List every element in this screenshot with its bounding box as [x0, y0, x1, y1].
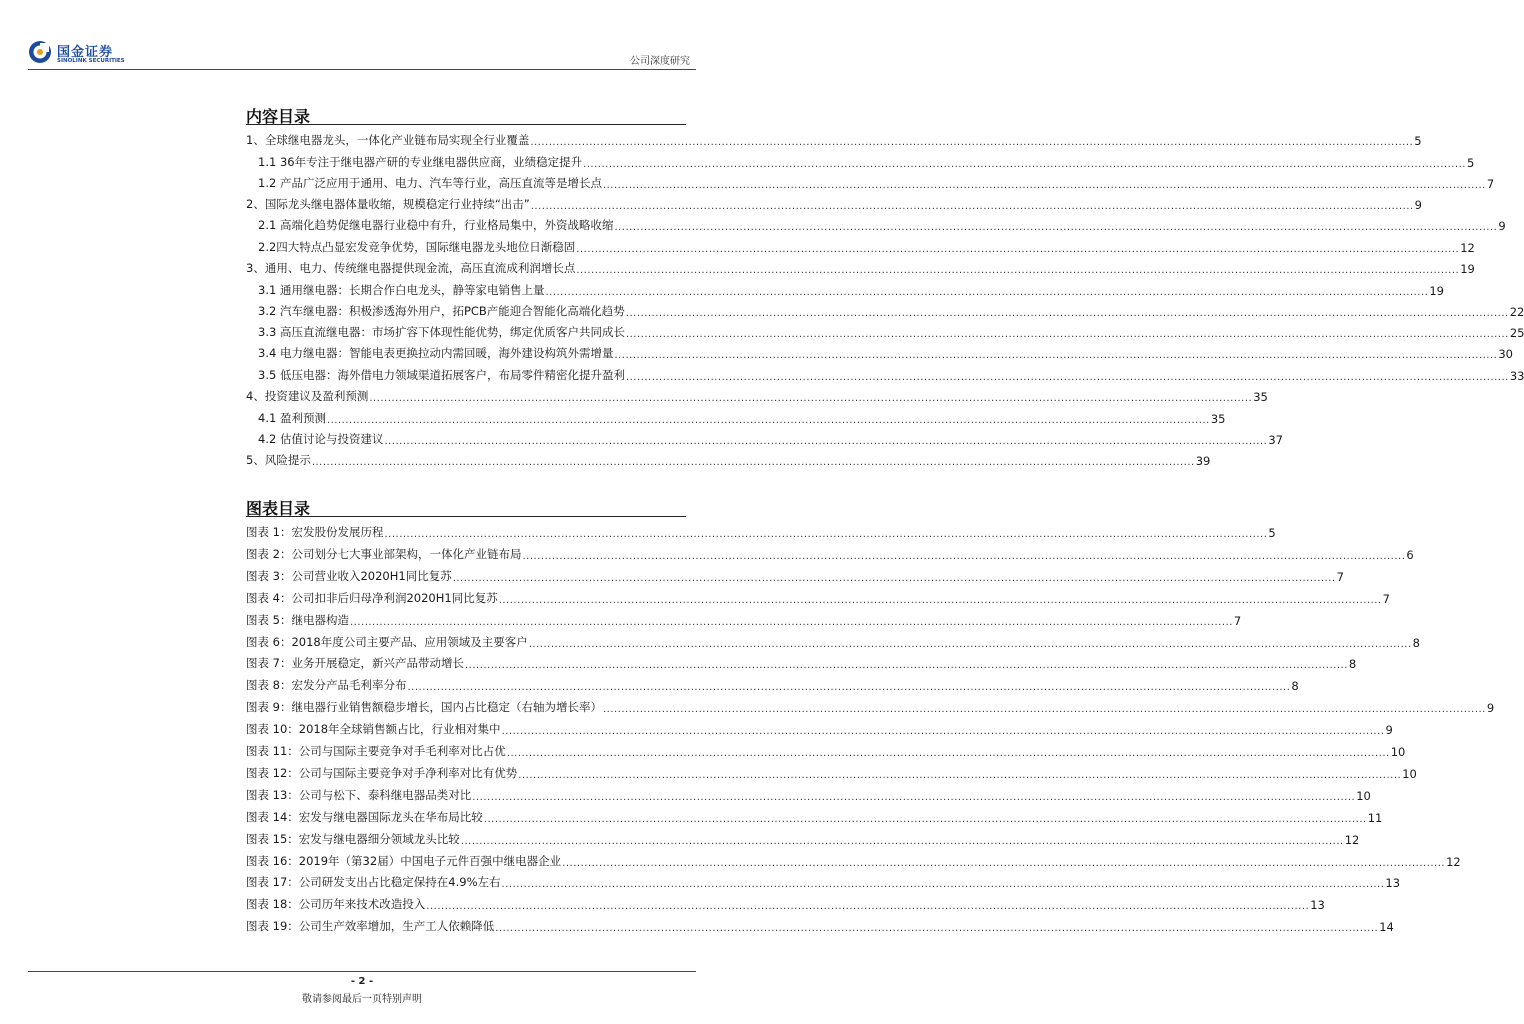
figure-list-item[interactable]	[246, 763, 1417, 781]
figure-item-page: 8	[1291, 679, 1299, 694]
figure-list-item[interactable]	[246, 588, 1390, 606]
dot-leader	[518, 767, 1401, 781]
toc-item[interactable]	[258, 237, 1475, 255]
figure-item-text: 图表 15：宏发与继电器细分领域龙头比较	[246, 831, 460, 846]
toc-item[interactable]	[258, 429, 1283, 447]
figure-list-item[interactable]	[246, 851, 1461, 869]
dot-leader	[495, 920, 1378, 934]
toc-item[interactable]	[246, 450, 1211, 468]
figure-item-page: 11	[1367, 810, 1383, 825]
dot-leader	[502, 876, 1385, 890]
figure-list-item[interactable]	[246, 829, 1360, 847]
toc-item-text: 1、全球继电器龙头，一体化产业链布局实现全行业覆盖	[246, 133, 530, 147]
figure-item-page: 12	[1344, 832, 1360, 847]
figure-list-item[interactable]	[246, 544, 1414, 562]
toc-item-page: 19	[1429, 284, 1444, 298]
dot-leader	[603, 177, 1486, 191]
figure-item-page: 8	[1348, 657, 1357, 672]
page-header	[0, 0, 724, 80]
figure-item-text: 图表 5：继电器构造	[246, 612, 349, 627]
toc-item-text: 1.2 产品广泛应用于通用、电力、汽车等行业，高压直流等是增长点	[258, 176, 602, 190]
dot-leader	[502, 723, 1385, 737]
dot-leader	[407, 679, 1290, 693]
dot-leader	[614, 219, 1497, 233]
figure-item-page: 13	[1310, 898, 1325, 913]
toc-item-text: 2.1 高端化趋势促继电器行业稳中有升，行业格局集中，外资战略收缩	[258, 218, 614, 232]
figure-item-page: 6	[1406, 547, 1414, 562]
figure-item-text: 图表 12：公司与国际主要竞争对手净利率对比有优势	[246, 765, 518, 780]
figure-item-text: 图表 10：2018年全球销售额占比，行业相对集中	[246, 722, 501, 737]
dot-leader	[626, 326, 1509, 340]
dot-leader	[312, 454, 1195, 468]
toc-item-text: 3.5 低压电器：海外借电力领域渠道拓展客户，布局零件精密化提升盈利	[258, 368, 625, 382]
toc-item[interactable]	[258, 365, 1524, 383]
dot-leader	[461, 833, 1344, 847]
figure-item-page: 10	[1402, 766, 1417, 781]
figure-item-page: 13	[1385, 876, 1401, 891]
dot-leader	[614, 347, 1497, 361]
dot-leader	[384, 433, 1267, 447]
figure-item-page: 14	[1379, 920, 1394, 935]
dot-leader	[530, 134, 1413, 148]
toc-item-page: 37	[1268, 433, 1283, 447]
toc-item-text: 3、通用、电力、传统继电器提供现金流，高压直流成利润增长点	[246, 261, 576, 275]
toc-item-text: 4.2 估值讨论与投资建议	[258, 432, 384, 446]
figure-list-item[interactable]	[246, 894, 1325, 913]
toc-item-text: 5、风险提示	[246, 453, 311, 467]
figure-list-item[interactable]	[246, 632, 1420, 650]
dot-leader	[384, 526, 1267, 540]
toc-item[interactable]	[258, 280, 1444, 298]
toc-item[interactable]	[258, 301, 1524, 319]
dot-leader	[545, 284, 1428, 298]
toc-item-page: 33	[1509, 369, 1524, 383]
toc-item-text: 3.2 汽车继电器：积极渗透海外用户，拓PCB产能迎合智能化高端化趋势	[258, 304, 625, 318]
figures-title-divider	[246, 516, 686, 517]
toc-item-page: 9	[1414, 198, 1422, 212]
sinolink-logo-icon	[28, 40, 52, 64]
dot-leader	[626, 369, 1509, 383]
toc-item[interactable]	[246, 258, 1475, 276]
dot-leader	[472, 789, 1355, 803]
figure-item-text: 图表 14：宏发与继电器国际龙头在华布局比较	[246, 809, 483, 824]
toc-item-page: 5	[1466, 156, 1475, 170]
dot-leader	[576, 241, 1459, 255]
toc-item[interactable]	[258, 173, 1495, 191]
dot-leader	[465, 657, 1348, 671]
figure-item-page: 7	[1233, 613, 1242, 628]
figure-item-text: 图表 3：公司营业收入2020H1同比复苏	[246, 568, 452, 583]
figure-list-item[interactable]	[246, 916, 1394, 935]
dot-leader	[583, 156, 1466, 170]
toc-item-text: 1.1 36年专注于继电器产研的专业继电器供应商，业绩稳定提升	[258, 155, 583, 169]
toc-item-text: 4、投资建议及盈利预测	[246, 389, 369, 403]
figure-item-text: 图表 18：公司历年来技术改造投入	[246, 897, 426, 912]
toc-item[interactable]	[258, 408, 1226, 426]
toc-item-page: 9	[1498, 219, 1506, 233]
page-number: - 2 -	[350, 976, 374, 987]
toc-item-page: 30	[1498, 347, 1513, 361]
figure-list-item[interactable]	[246, 697, 1495, 716]
figure-item-text: 图表 11：公司与国际主要竞争对手毛利率对比占优	[246, 744, 506, 758]
toc-item-text: 2.2四大特点凸显宏发竞争优势，国际继电器龙头地位日渐稳固	[258, 240, 576, 254]
dot-leader	[426, 898, 1309, 912]
dot-leader	[350, 614, 1233, 628]
brand-name-en: SINOLINK SECURITIES	[57, 58, 125, 64]
dot-leader	[529, 636, 1412, 650]
figure-item-page: 7	[1382, 591, 1390, 606]
figure-item-page: 8	[1412, 635, 1420, 650]
figure-item-text: 图表 13：公司与松下、泰科继电器品类对比	[246, 787, 472, 802]
figure-list-item[interactable]	[246, 522, 1276, 540]
figure-list-item[interactable]	[246, 785, 1371, 803]
toc-item[interactable]	[258, 215, 1506, 233]
toc-item-text: 3.1 通用继电器：长期合作白电龙头，静等家电销售上量	[258, 283, 545, 297]
figure-item-page: 10	[1356, 788, 1371, 803]
dot-leader	[507, 745, 1390, 759]
dot-leader	[453, 570, 1336, 584]
toc-item[interactable]	[258, 343, 1513, 361]
toc-item-page: 12	[1460, 241, 1475, 255]
dot-leader	[522, 548, 1405, 562]
figure-item-text: 图表 9：继电器行业销售额稳步增长，国内占比稳定（右轴为增长率）	[246, 700, 602, 715]
toc-item[interactable]	[246, 130, 1422, 148]
toc-item-text: 4.1 盈利预测	[258, 411, 326, 425]
figure-list-item[interactable]	[246, 566, 1344, 584]
figure-item-text: 图表 8：宏发分产品毛利率分布	[246, 678, 407, 693]
figure-item-page: 7	[1336, 569, 1344, 584]
figure-list-item[interactable]	[246, 872, 1401, 891]
toc-item-text: 2、国际龙头继电器体量收缩，规模稳定行业持续“出击”	[246, 197, 530, 211]
toc-item-text: 3.3 高压直流继电器：市场扩容下体现性能优势，绑定优质客户共同成长	[258, 325, 625, 339]
toc-item[interactable]	[258, 322, 1524, 340]
dot-leader	[327, 412, 1210, 426]
dot-leader	[369, 390, 1252, 404]
figure-item-page: 5	[1268, 526, 1276, 540]
toc-title-divider	[246, 124, 686, 125]
header-divider	[28, 69, 696, 70]
toc-item-page: 35	[1253, 390, 1268, 404]
toc-item[interactable]	[258, 152, 1475, 170]
figure-list-item[interactable]	[246, 610, 1242, 628]
dot-leader	[484, 811, 1367, 825]
dot-leader	[603, 701, 1486, 715]
dot-leader	[626, 305, 1509, 319]
figure-item-text: 图表 2：公司划分七大事业部架构，一体化产业链布局	[246, 546, 522, 561]
toc-item-page: 7	[1486, 177, 1495, 191]
figures-title: 图表目录	[246, 499, 311, 518]
figure-item-text: 图表 4：公司扣非后归母净利润2020H1同比复苏	[246, 590, 498, 605]
toc-item-text: 3.4 电力继电器：智能电表更换拉动内需回暖，海外建设构筑外需增量	[258, 346, 614, 360]
toc-item[interactable]	[246, 386, 1268, 404]
toc-title: 内容目录	[246, 107, 311, 126]
figure-item-text: 图表 16：2019年（第32届）中国电子元件百强中继电器企业	[246, 853, 562, 868]
dot-leader	[531, 198, 1414, 212]
toc-item-page: 22	[1509, 305, 1524, 319]
sinolink-logo	[28, 40, 138, 70]
toc-item-page: 19	[1460, 262, 1475, 276]
dot-leader	[499, 592, 1382, 606]
toc-item-page: 25	[1509, 326, 1524, 340]
figure-list-item[interactable]	[246, 741, 1406, 759]
toc-item-page: 39	[1195, 454, 1211, 468]
toc-item-page: 5	[1414, 134, 1422, 148]
figure-item-page: 9	[1385, 723, 1393, 738]
toc-item[interactable]	[246, 194, 1422, 212]
figure-list-item[interactable]	[246, 653, 1357, 672]
figure-item-text: 图表 7：业务开展稳定，新兴产品带动增长	[246, 656, 464, 671]
footer-divider	[28, 971, 696, 972]
figure-item-text: 图表 19：公司生产效率增加，生产工人依赖降低	[246, 919, 495, 934]
figure-item-page: 12	[1446, 854, 1461, 869]
figure-item-text: 图表 17：公司研发支出占比稳定保持在4.9%左右	[246, 875, 501, 890]
figure-item-text: 图表 1：宏发股份发展历程	[246, 525, 384, 539]
figure-list-item[interactable]	[246, 807, 1383, 825]
figure-list-item[interactable]	[246, 675, 1299, 694]
dot-leader	[576, 262, 1459, 276]
report-type-label: 公司深度研究	[630, 56, 690, 67]
figure-item-page: 9	[1486, 701, 1495, 716]
figure-list-item[interactable]	[246, 719, 1393, 738]
toc-item-page: 35	[1210, 412, 1226, 426]
figure-item-text: 图表 6：2018年度公司主要产品、应用领域及主要客户	[246, 634, 528, 649]
dot-leader	[562, 855, 1445, 869]
figure-item-page: 10	[1390, 745, 1406, 759]
disclaimer-text: 敬请参阅最后一页特别声明	[302, 994, 422, 1005]
brand-name-cn: 国金证券	[57, 45, 114, 60]
